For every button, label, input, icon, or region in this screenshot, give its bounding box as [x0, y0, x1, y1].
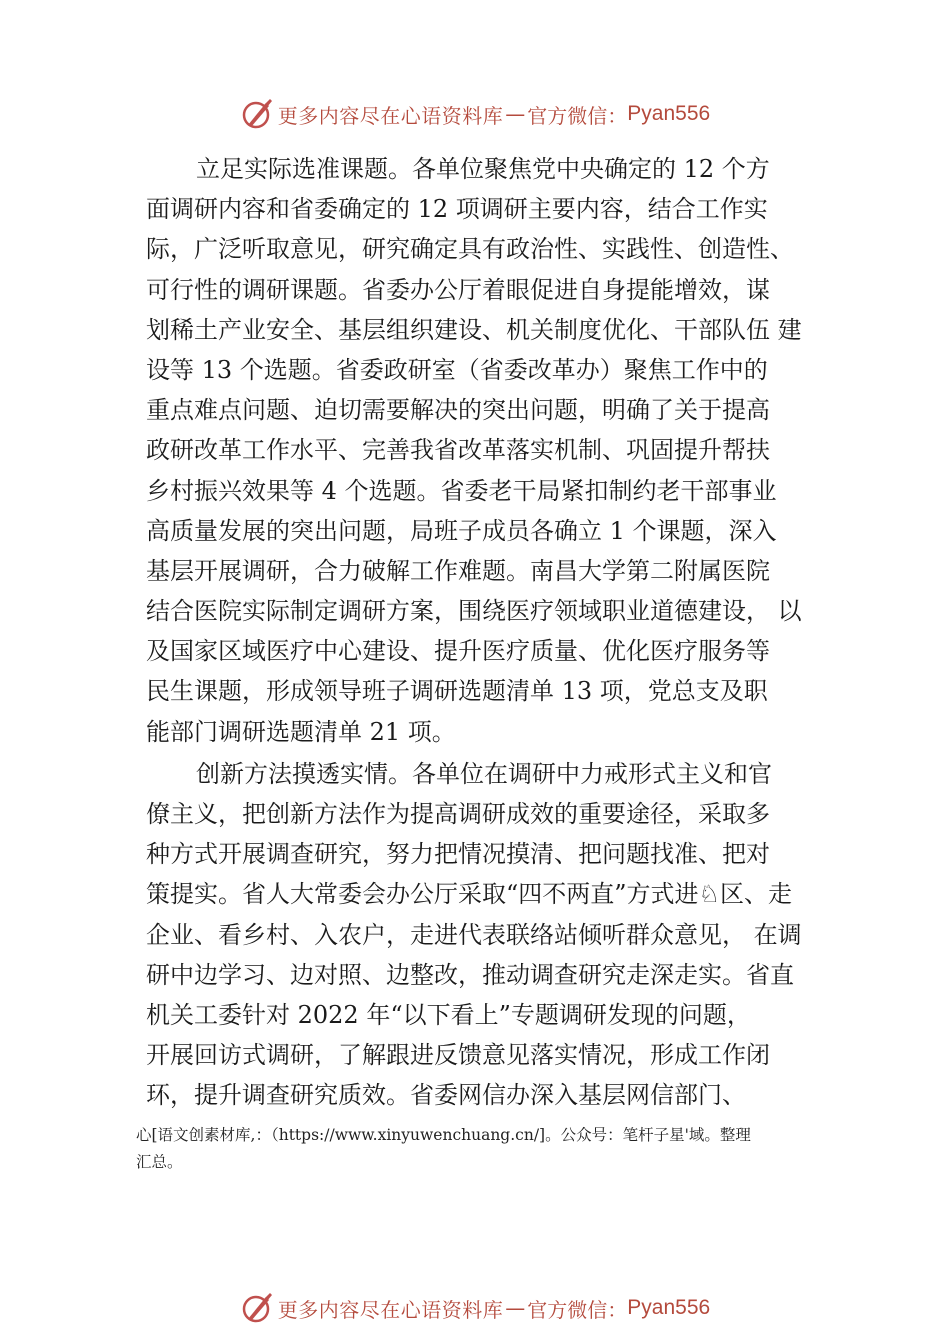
text-line: 能部门调研选题清单 21 项。 [146, 717, 456, 746]
footer-wechat-label: 官方微信： [527, 1297, 628, 1322]
text-line: 机关工委针对 2022 年“以下看上”专题调研发现的问题， [146, 1000, 751, 1029]
text-line: 设等 13 个选题。省委政研室（省委改革办）聚焦工作中的 [146, 355, 768, 384]
text-line: 重点难点问题、迫切需要解决的突出问题，明确了关于提高 [146, 396, 770, 425]
text-line: 结合医院实际制定调研方案，围绕医疗领域职业道德建设， 以 [146, 597, 802, 626]
text-line: 及国家区域医疗中心建设、提升医疗质量、优化医疗服务等 [146, 637, 770, 666]
text-line: 划稀土产业安全、基层组织建设、机关制度优化、干部队伍 建 [146, 315, 802, 344]
footnote-line: 汇总。 [136, 1153, 183, 1171]
text-line: 高质量发展的突出问题，局班子成员各确立 1 个课题，深入 [146, 516, 777, 545]
header-separator: — [505, 102, 526, 126]
header-wechat-id: Pyan556 [627, 102, 711, 125]
text-line: 种方式开展调查研究，努力把情况摸清、把问题找准、把对 [146, 840, 770, 869]
text-line: 僚主义，把创新方法作为提高调研成效的重要途径，采取多 [146, 800, 770, 828]
text-line: 策提实。省人大常委会办公厅采取“四不两直”方式进♘区、走 [146, 880, 793, 909]
footer-separator: — [505, 1296, 526, 1320]
text-line: 乡村振兴效果等 4 个选题。省委老干局紧扣制约老干部事业 [146, 476, 777, 505]
text-line: 研中边学习、边对照、边整改，推动调查研究走深走实。省直 [146, 960, 794, 989]
footer-promo-text: 更多内容尽在心语资料库 [277, 1297, 504, 1322]
text-line: 创新方法摸透实情。各单位在调研中力戒形式主义和官 [196, 759, 772, 788]
header-banner [0, 94, 950, 134]
text-line: 环，提升调查研究质效。省委网信办深入基层网信部门、 [146, 1081, 746, 1110]
document-body [146, 149, 816, 1116]
paragraph-1 [146, 149, 816, 752]
text-line: 面调研内容和省委确定的 12 项调研主要内容，结合工作实 [146, 195, 768, 224]
text-line: 政研改革工作水平、完善我省改革落实机制、巩固提升帮扶 [146, 436, 770, 465]
text-line: 可行性的调研课题。省委办公厅着眼促进自身提能增效，谋 [146, 275, 770, 304]
text-line: 际，广泛听取意见，研究确定具有政治性、实践性、创造性、 [146, 235, 794, 264]
footer-wechat-id: Pyan556 [627, 1296, 711, 1319]
quill-logo-icon [240, 97, 274, 131]
text-line: 企业、看乡村、入农户，走进代表联络站倾听群众意见， 在调 [146, 920, 802, 949]
header-wechat-label: 官方微信： [527, 103, 628, 128]
text-line: 民生课题，形成领导班子调研选题清单 13 项，党总支及职 [146, 677, 768, 706]
quill-logo-icon [240, 1291, 274, 1325]
text-line: 基层开展调研，合力破解工作难题。南昌大学第二附属医院 [146, 556, 770, 585]
paragraph-2 [146, 754, 816, 1116]
footnote-line: 心[语文创素材库,：（https://www.xinyuwenchuang.cn/]。公众号：笔杆子星'域。整理 [136, 1126, 751, 1144]
source-footnote [136, 1122, 826, 1176]
text-line: 开展回访式调研，了解跟进反馈意见落实情况，形成工作闭 [146, 1041, 770, 1070]
footer-banner [0, 1288, 950, 1328]
header-promo-text: 更多内容尽在心语资料库 [277, 103, 504, 128]
text-line: 立足实际选准课题。各单位聚焦党中央确定的 12 个方 [196, 155, 770, 183]
